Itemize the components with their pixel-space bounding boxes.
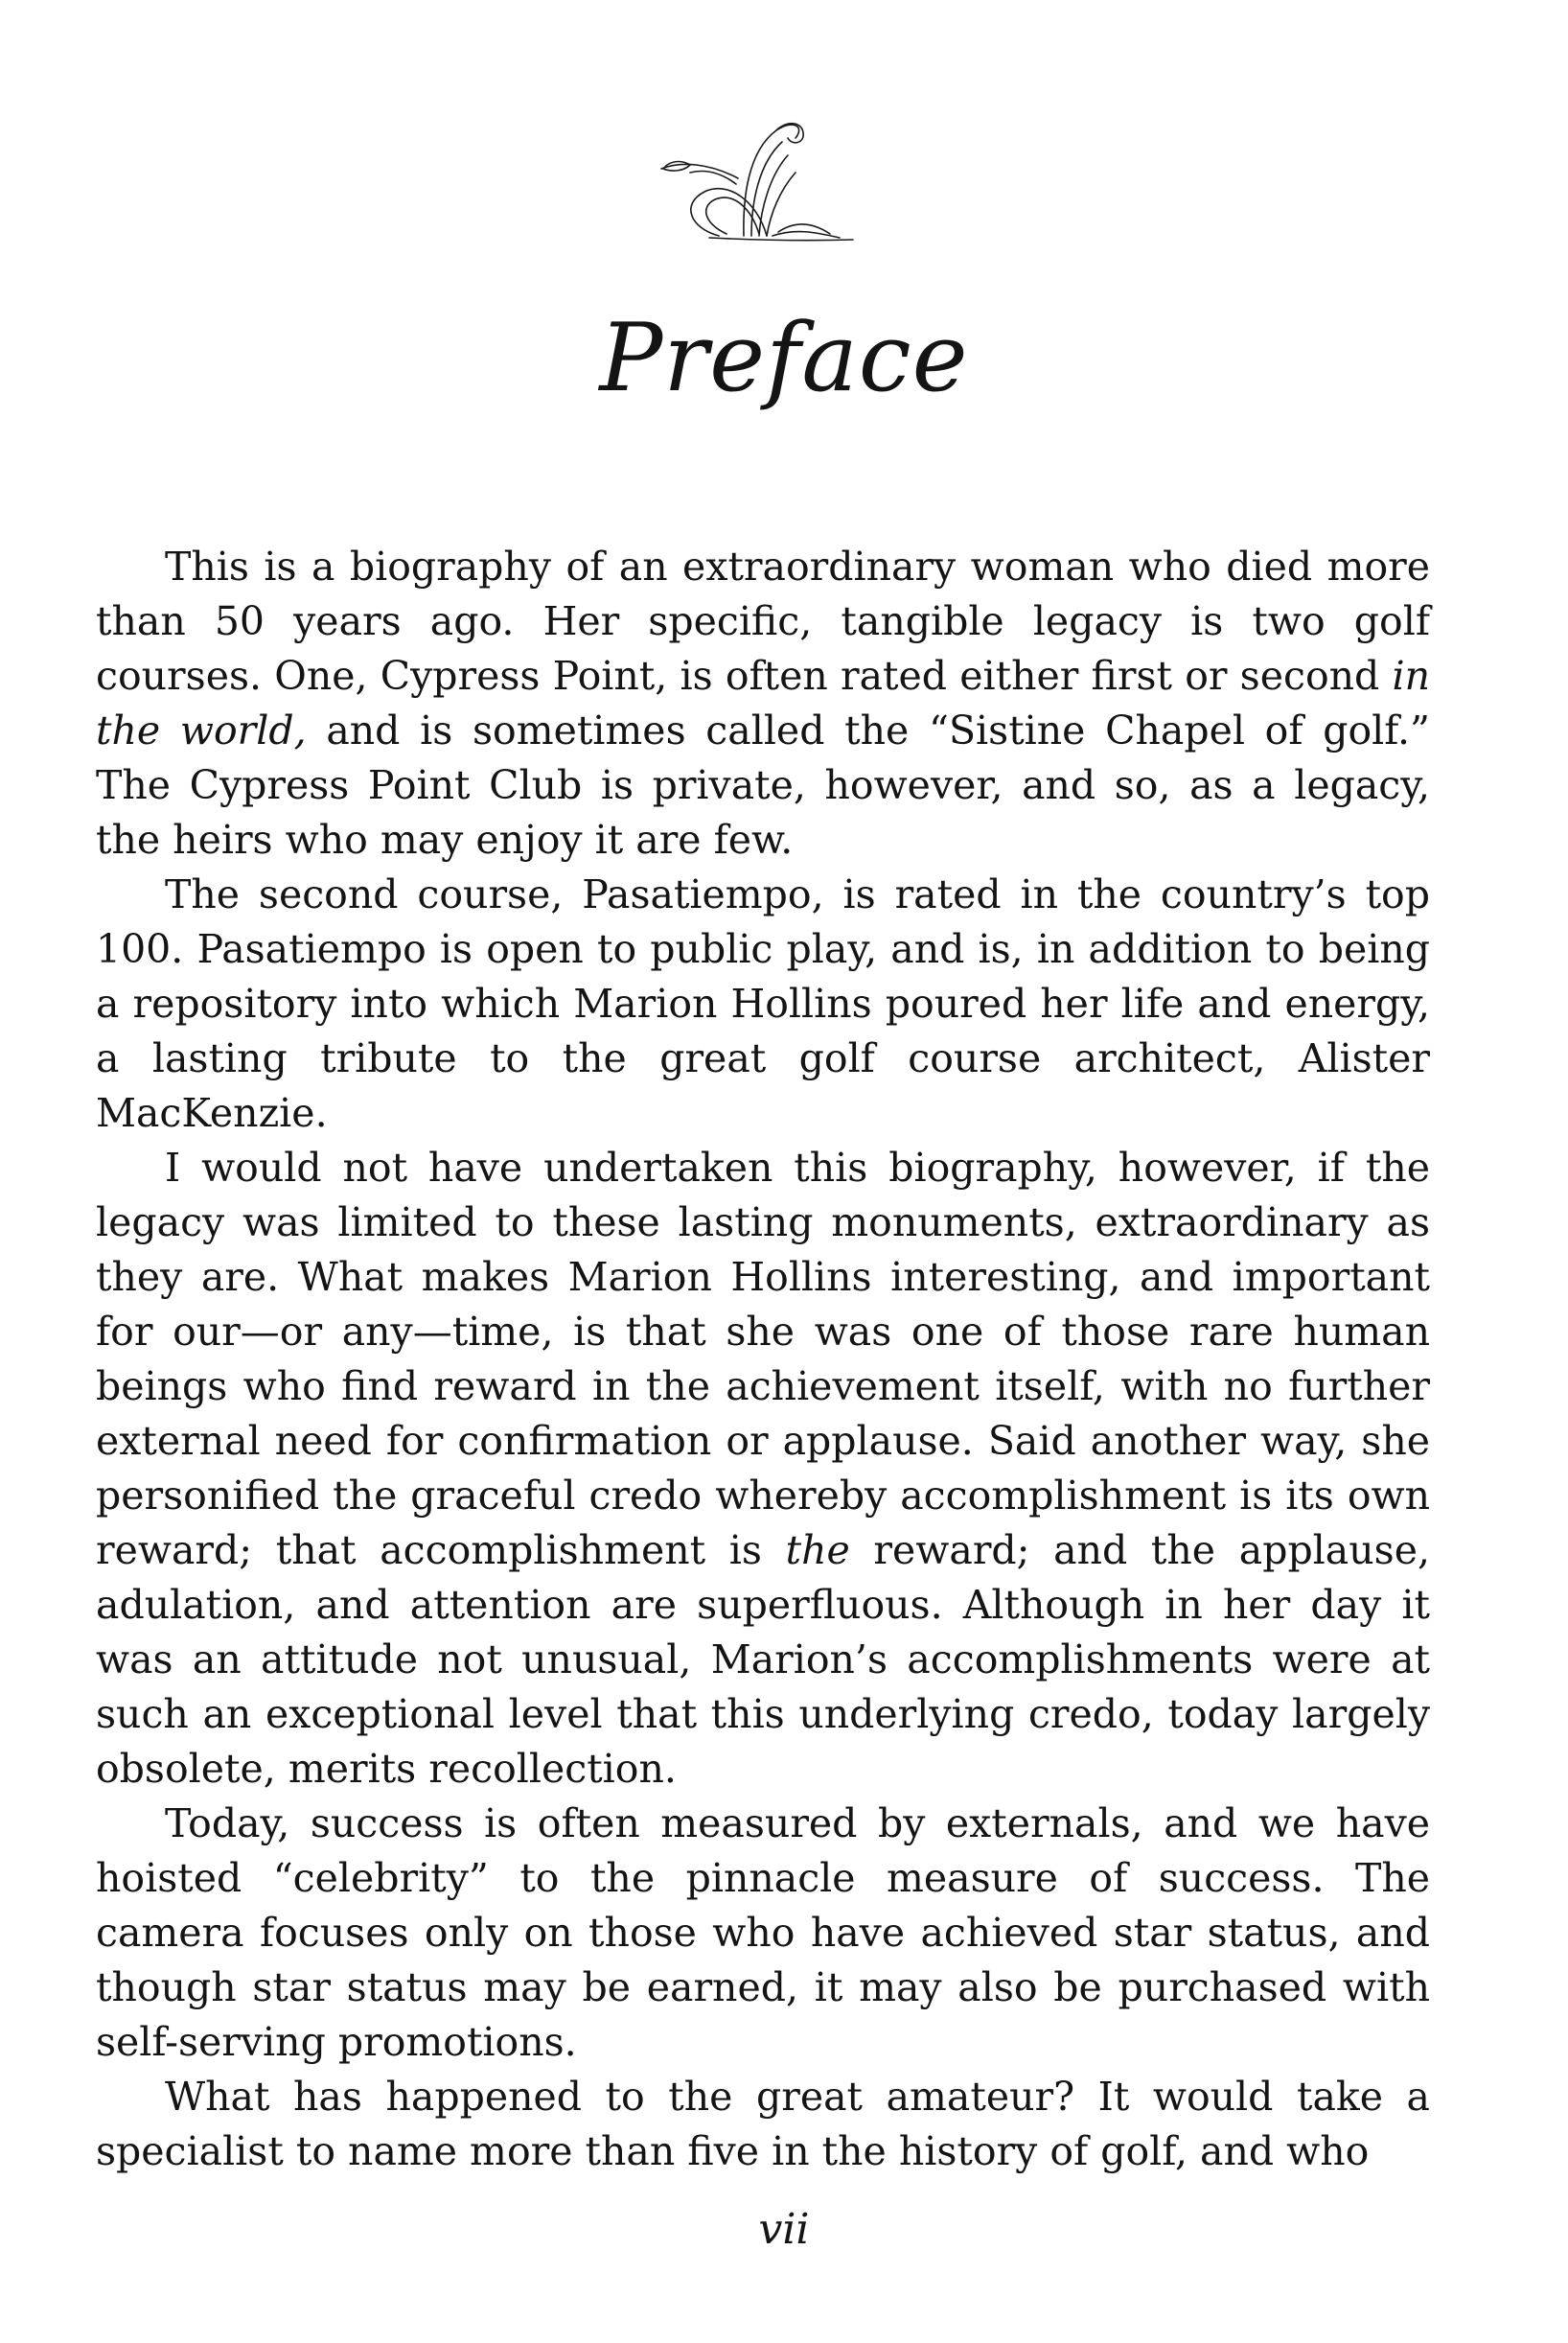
paragraph: The second course, Pasatiempo, is rated in the country’s top 100. Pasatiempo is open to public play, and is, in addition to being a repository into which Marion Hollins poured her life and energy, a lasting tribute to the great golf course architect, Alister MacKenzie.: [96, 871, 1430, 1136]
chapter-title: Preface: [599, 304, 969, 413]
fleuron-flourish-icon: [652, 113, 863, 257]
paragraph: This is a biography of an extraordinary woman who died more than 50 years ago. Her specific, tangible legacy is two golf courses. One, Cypress Point, is often rated either first or second in the world, and is sometimes called the “Sistine Chapel of golf.” The Cypress Point Club is private, however, and so, as a legacy, the heirs who may enjoy it are few.: [96, 544, 1430, 863]
emphasis-text: in the world,: [96, 653, 1430, 754]
emphasis-text: the: [785, 1527, 850, 1573]
paragraph: What has happened to the great amateur? It would take a specialist to name more than five in the history of golf, and who: [96, 2074, 1430, 2174]
body-text: [96, 540, 1430, 2179]
paragraph: I would not have undertaken this biography, however, if the legacy was limited to these lasting monuments, extraordinary as they are. What makes Marion Hollins interesting, and important for our—or any—time, is that she was one of those rare human beings who find reward in the achievement itself, with no further external need for confirmation or applause. Said another way, she personified the graceful credo whereby accomplishment is its own reward; that accomplishment is the reward; and the applause, adulation, and attention are superfluous. Although in her day it was an attitude not unusual, Marion’s accomplishments were at such an exceptional level that this underlying credo, today largely obsolete, merits recollection.: [96, 1145, 1430, 1792]
page-number: vii: [758, 2205, 810, 2254]
paragraph: Today, success is often measured by externals, and we have hoisted “celebrity” to the pinnacle measure of success. The camera focuses only on those who have achieved star status, and though star status may be earned, it may also be purchased with self-serving promotions.: [96, 1800, 1430, 2065]
